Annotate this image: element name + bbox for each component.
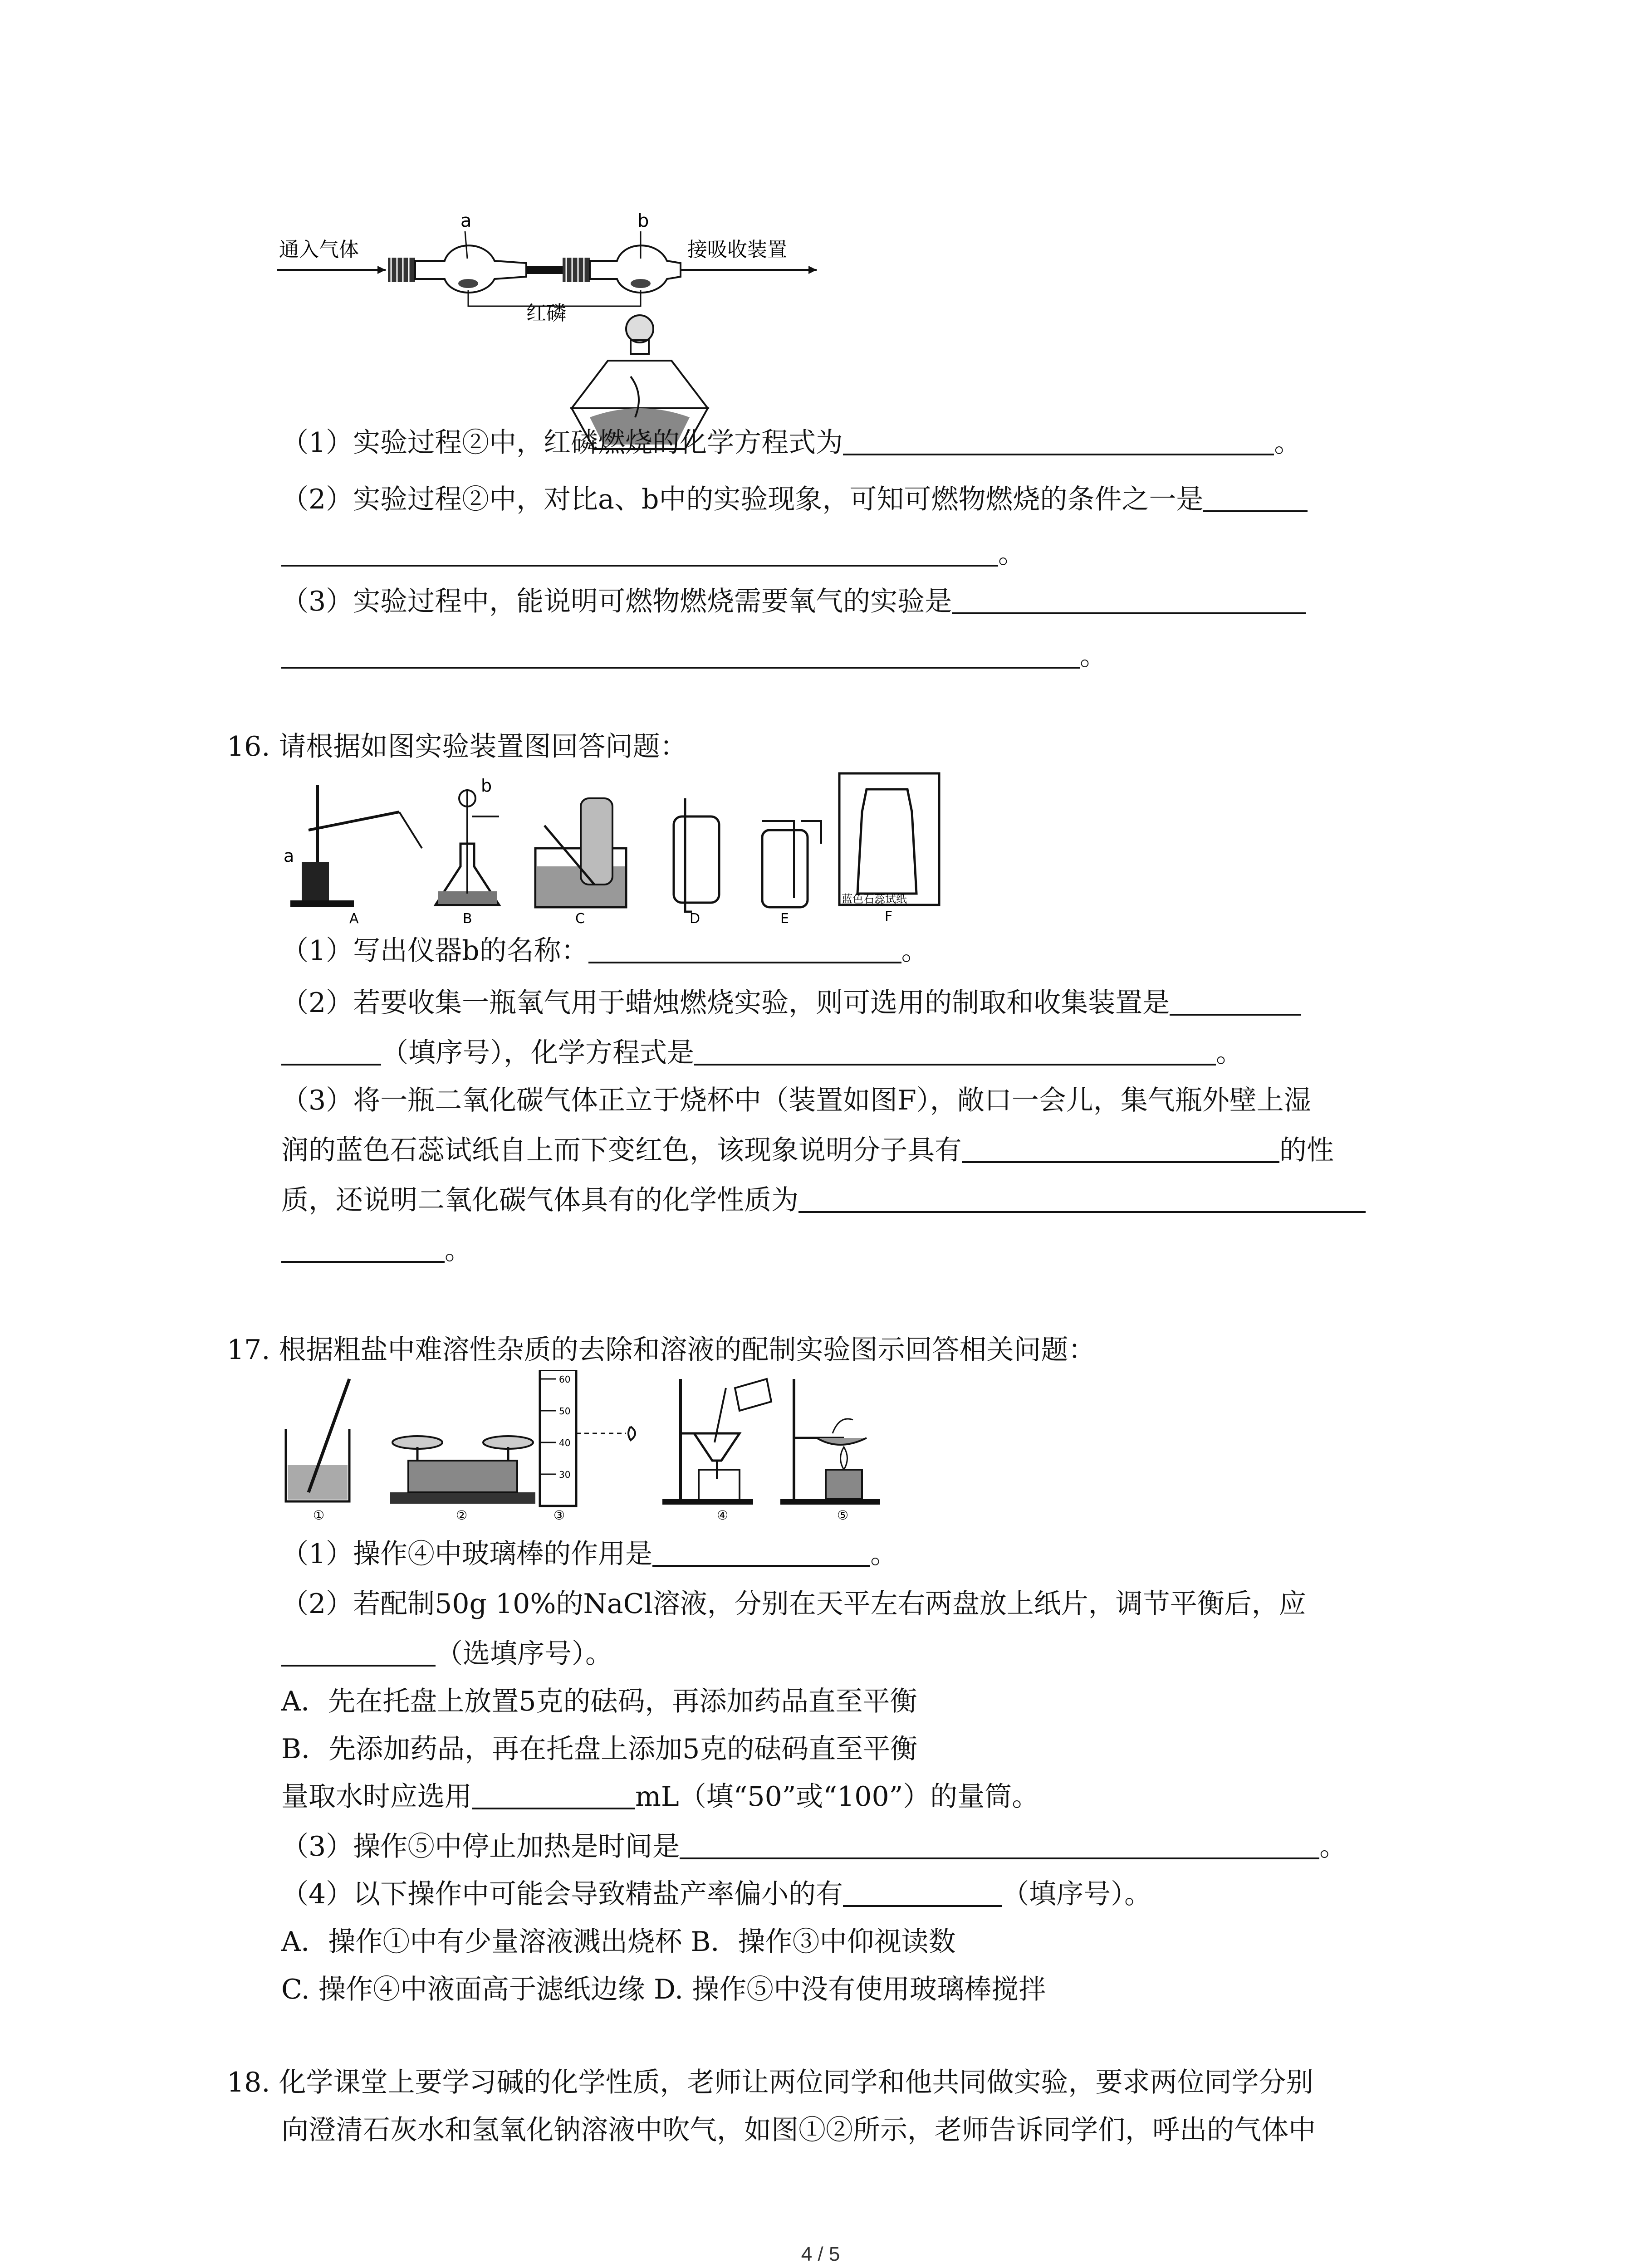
q17-option-ab4: A．操作①中有少量溶液溅出烧杯 B．操作③中仰视读数 <box>281 1926 956 1958</box>
svg-text:a: a <box>284 846 294 866</box>
q15-blank1[interactable] <box>843 426 1274 455</box>
apparatus-E <box>762 821 821 925</box>
q16-blank2a[interactable] <box>1170 987 1301 1016</box>
apparatus-C <box>535 798 626 925</box>
q17-blank-water[interactable] <box>472 1780 635 1809</box>
apparatus-B <box>436 776 499 925</box>
q17-part2: （2）若配制50g 10%的NaCl溶液，分别在天平左右两盘放上纸片，调节平衡后，应 <box>281 1588 1306 1620</box>
svg-text:③: ③ <box>554 1508 565 1523</box>
q15-part2-line2: 。 <box>281 538 1025 570</box>
q15-part3: （3）实验过程中，能说明可燃物燃烧需要氧气的实验是 <box>281 585 1306 618</box>
salt-purification-figure <box>281 1370 1007 1524</box>
q17-blank4[interactable] <box>843 1878 1002 1907</box>
q16-blank2b[interactable] <box>281 1036 381 1066</box>
operation-3 <box>540 1370 635 1523</box>
label-a: a <box>460 210 472 231</box>
q15-part1: （1）实验过程②中，红磷燃烧的化学方程式为 。 <box>281 427 1302 459</box>
q17-part4: （4）以下操作中可能会导致精盐产率偏小的有 （填序号）。 <box>281 1878 1152 1910</box>
svg-text:C: C <box>575 911 585 925</box>
q16-stem: 16. 请根据如图实验装置图回答问题： <box>227 731 687 763</box>
svg-text:②: ② <box>456 1508 468 1523</box>
q17-part3: （3）操作⑤中停止加热是时间是 。 <box>281 1831 1347 1862</box>
q16-blank1[interactable] <box>588 934 901 963</box>
operation-1 <box>286 1379 349 1523</box>
q17-part2-line2: （选填序号）。 <box>281 1637 612 1670</box>
label-gas-in: 通入气体 <box>279 238 359 261</box>
svg-text:⑤: ⑤ <box>837 1508 849 1523</box>
q16-part3-line2: 润的蓝色石蕊试纸自上而下变红色，该现象说明分子具有 的性 <box>281 1134 1334 1166</box>
operation-2 <box>390 1436 535 1523</box>
q17-option-b: B．先添加药品，再在托盘上添加5克的砝码直至平衡 <box>281 1733 918 1765</box>
q16-blank2c[interactable] <box>694 1036 1216 1066</box>
q18-stem-line1: 18. 化学课堂上要学习碱的化学性质，老师让两位同学和他共同做实验，要求两位同学分别 <box>227 2067 1313 2098</box>
svg-text:30: 30 <box>559 1469 571 1480</box>
q16-blank3b[interactable] <box>798 1184 1366 1213</box>
svg-text:F: F <box>885 909 893 924</box>
svg-text:50: 50 <box>559 1406 571 1417</box>
svg-text:b: b <box>481 776 492 796</box>
q16-part1: （1）写出仪器b的名称： 。 <box>281 935 929 967</box>
q15-blank3a[interactable] <box>952 585 1306 614</box>
q16-part3-line4: 。 <box>281 1234 472 1266</box>
label-b: b <box>637 210 649 231</box>
page-number: 4 / 5 <box>801 2243 840 2265</box>
svg-text:40: 40 <box>559 1437 571 1448</box>
svg-text:E: E <box>780 911 789 925</box>
q15-blank2a[interactable] <box>1203 483 1308 512</box>
svg-text:蓝色石蕊试纸: 蓝色石蕊试纸 <box>842 893 907 905</box>
q17-stem: 17. 根据粗盐中难溶性杂质的去除和溶液的配制实验图示回答相关问题： <box>227 1334 1096 1366</box>
operation-5 <box>780 1379 880 1523</box>
q15-blank3b[interactable] <box>281 640 1080 669</box>
operation-4 <box>662 1379 771 1523</box>
q17-water: 量取水时应选用 mL（填“50”或“100”）的量筒。 <box>281 1781 1039 1813</box>
apparatus-F <box>839 773 939 924</box>
q16-part3: （3）将一瓶二氧化碳气体正立于烧杯中（装置如图F），敞口一会儿，集气瓶外壁上湿 <box>281 1085 1311 1116</box>
q16-part3-line3: 质，还说明二氧化碳气体具有的化学性质为 <box>281 1184 1366 1217</box>
q18-stem-line2: 向澄清石灰水和氢氧化钠溶液中吹气，如图①②所示，老师告诉同学们，呼出的气体中 <box>281 2114 1316 2146</box>
q17-blank3[interactable] <box>680 1830 1319 1859</box>
q17-option-a: A．先在托盘上放置5克的砝码，再添加药品直至平衡 <box>281 1686 917 1717</box>
svg-text:D: D <box>690 911 700 925</box>
q17-part1: （1）操作④中玻璃棒的作用是 。 <box>281 1538 898 1570</box>
q15-part3-line2: 。 <box>281 640 1107 672</box>
label-red-phosphorus: 红磷 <box>526 302 566 325</box>
q16-blank3c[interactable] <box>281 1234 445 1263</box>
svg-text:60: 60 <box>559 1374 571 1385</box>
q15-blank2b[interactable] <box>281 538 998 567</box>
q16-part2-line2: （填序号），化学方程式是 。 <box>281 1036 1243 1069</box>
q17-blank1[interactable] <box>652 1538 870 1567</box>
lab-apparatus-figure <box>281 771 1007 925</box>
q15-part2: （2）实验过程②中，对比a、b中的实验现象，可知可燃物燃烧的条件之一是 <box>281 483 1308 516</box>
apparatus-A <box>284 785 422 925</box>
q16-part2: （2）若要收集一瓶氧气用于蜡烛燃烧实验，则可选用的制取和收集装置是 <box>281 987 1301 1019</box>
svg-text:①: ① <box>313 1508 325 1523</box>
svg-text:④: ④ <box>717 1508 729 1523</box>
q17-blank2[interactable] <box>281 1637 436 1667</box>
apparatus-D <box>674 798 719 925</box>
svg-text:A: A <box>349 911 359 925</box>
q16-blank3a[interactable] <box>962 1134 1279 1163</box>
label-absorb: 接吸收装置 <box>687 238 787 261</box>
combustion-apparatus-figure <box>272 204 839 458</box>
svg-text:B: B <box>463 911 472 925</box>
q17-option-cd4: C. 操作④中液面高于滤纸边缘 D. 操作⑤中没有使用玻璃棒搅拌 <box>281 1974 1046 2005</box>
